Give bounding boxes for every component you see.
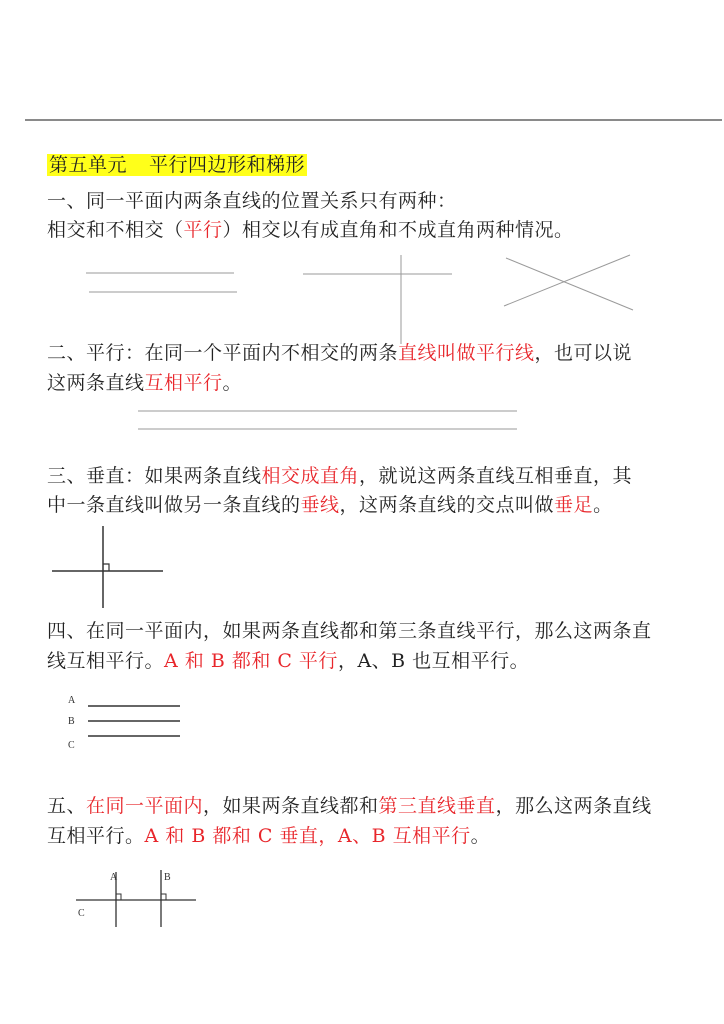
text: ，就说这两条直线互相垂直，其 — [359, 465, 633, 487]
header-rule — [25, 119, 722, 121]
text: ，这两条直线的交点叫做 — [339, 494, 555, 516]
red-text: A 和 B 都和 C 平行 — [164, 650, 338, 672]
figure-perpendicular-cross — [295, 252, 460, 347]
section5-line1 — [47, 792, 652, 820]
label-b: B — [164, 872, 171, 883]
text: 五、 — [47, 795, 87, 817]
page-title — [47, 151, 307, 179]
label-c: C — [68, 740, 75, 750]
label-c: C — [78, 908, 85, 919]
text: ，如果两条直线都和 — [203, 795, 379, 817]
text: ）相交以有成直角和不成直角两种情况。 — [222, 219, 574, 241]
text: ，A、B 也互相平行。 — [337, 650, 530, 672]
red-text: 平行 — [183, 219, 223, 241]
title-topic: 平行四边形和梯形 — [149, 154, 306, 176]
section2-line1 — [47, 339, 632, 367]
figure-parallel-lines — [80, 262, 245, 302]
title-unit: 第五单元 — [49, 154, 128, 176]
red-text: 垂足 — [554, 494, 594, 516]
text: 线互相平行。 — [47, 650, 165, 672]
section1-line2 — [47, 216, 574, 244]
label-a: A — [110, 872, 118, 883]
red-text: 在同一平面内 — [86, 795, 204, 817]
red-text: 第三直线垂直 — [378, 795, 496, 817]
figure-oblique-cross — [500, 250, 640, 315]
text: 这两条直线 — [47, 372, 145, 394]
label-a: A — [68, 695, 76, 706]
figure-perpendicular-right-angle — [50, 524, 170, 610]
figure-three-parallel-lines — [60, 690, 190, 750]
text: ，也可以说 — [534, 342, 633, 364]
text: 中一条直线叫做另一条直线的 — [47, 494, 301, 516]
text: 互相平行。 — [47, 825, 145, 847]
section4-line2 — [47, 647, 529, 675]
red-text: 直线叫做平行线 — [398, 342, 535, 364]
title-highlight — [47, 154, 307, 176]
section3-line2 — [47, 491, 613, 519]
text: ，那么这两条直线 — [495, 795, 652, 817]
red-text: 垂线 — [300, 494, 340, 516]
text: 二、平行：在同一个平面内不相交的两条 — [47, 342, 399, 364]
section4-line1: 四、在同一平面内，如果两条直线都和第三条直线平行，那么这两条直 — [47, 620, 652, 642]
text: 。 — [470, 825, 491, 847]
figure-parallel-lines-long — [130, 405, 525, 435]
section3-line1 — [47, 462, 632, 490]
figure-two-perpendiculars — [76, 870, 206, 930]
section5-line2 — [47, 822, 490, 850]
red-text: 互相平行 — [144, 372, 223, 394]
text: 。 — [593, 494, 613, 516]
label-b: B — [68, 716, 75, 727]
red-text: 相交成直角 — [261, 465, 360, 487]
text: 三、垂直：如果两条直线 — [47, 465, 262, 487]
text: 。 — [222, 372, 243, 394]
section1-line1: 一、同一平面内两条直线的位置关系只有两种： — [47, 190, 457, 212]
red-text: A 和 B 都和 C 垂直，A、B 互相平行 — [144, 825, 471, 847]
section2-line2 — [47, 369, 242, 397]
text: 相交和不相交（ — [47, 219, 184, 241]
